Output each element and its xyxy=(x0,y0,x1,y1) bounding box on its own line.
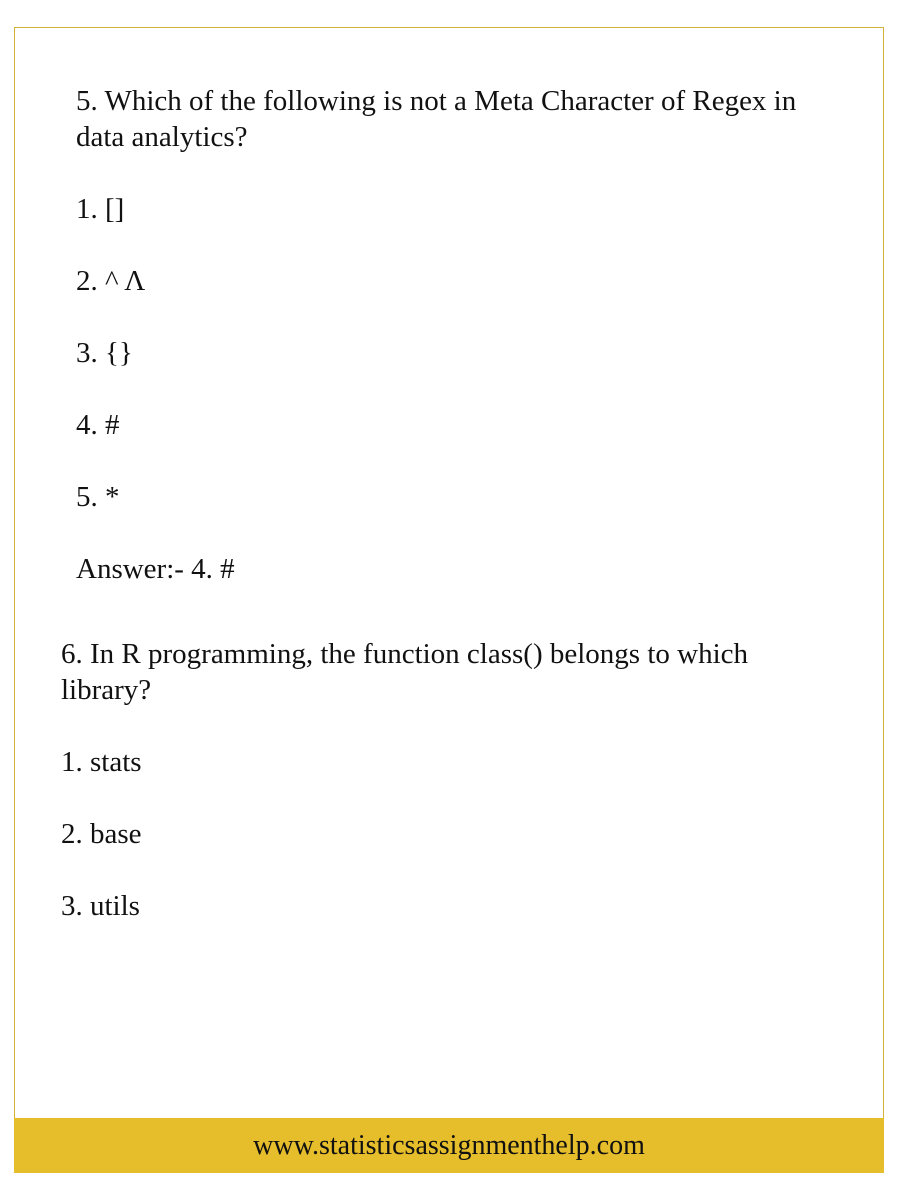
question-5-option-1: 1. [] xyxy=(76,193,125,225)
question-5-option-5: 5. * xyxy=(76,481,120,513)
question-6-option-1: 1. stats xyxy=(61,746,142,778)
question-6-option-3: 3. utils xyxy=(61,890,140,922)
question-6-prompt-line-2: library? xyxy=(61,674,152,706)
question-6 xyxy=(61,636,851,924)
question-6-prompt-line-1: 6. In R programming, the function class() belongs to which xyxy=(61,638,749,670)
footer-bar xyxy=(14,1118,884,1173)
question-5-option-2: 2. ^ Λ xyxy=(76,265,146,297)
question-5-prompt-line-2: data analytics? xyxy=(76,121,248,153)
question-5-answer: Answer:- 4. # xyxy=(76,553,235,585)
footer-url[interactable]: www.statisticsassignmenthelp.com xyxy=(253,1129,645,1161)
question-5-option-3: 3. {} xyxy=(76,337,133,369)
question-5 xyxy=(76,83,856,587)
question-5-prompt-line-1: 5. Which of the following is not a Meta Character of Regex in xyxy=(76,85,797,117)
question-6-option-2: 2. base xyxy=(61,818,142,850)
question-5-option-4: 4. # xyxy=(76,409,120,441)
